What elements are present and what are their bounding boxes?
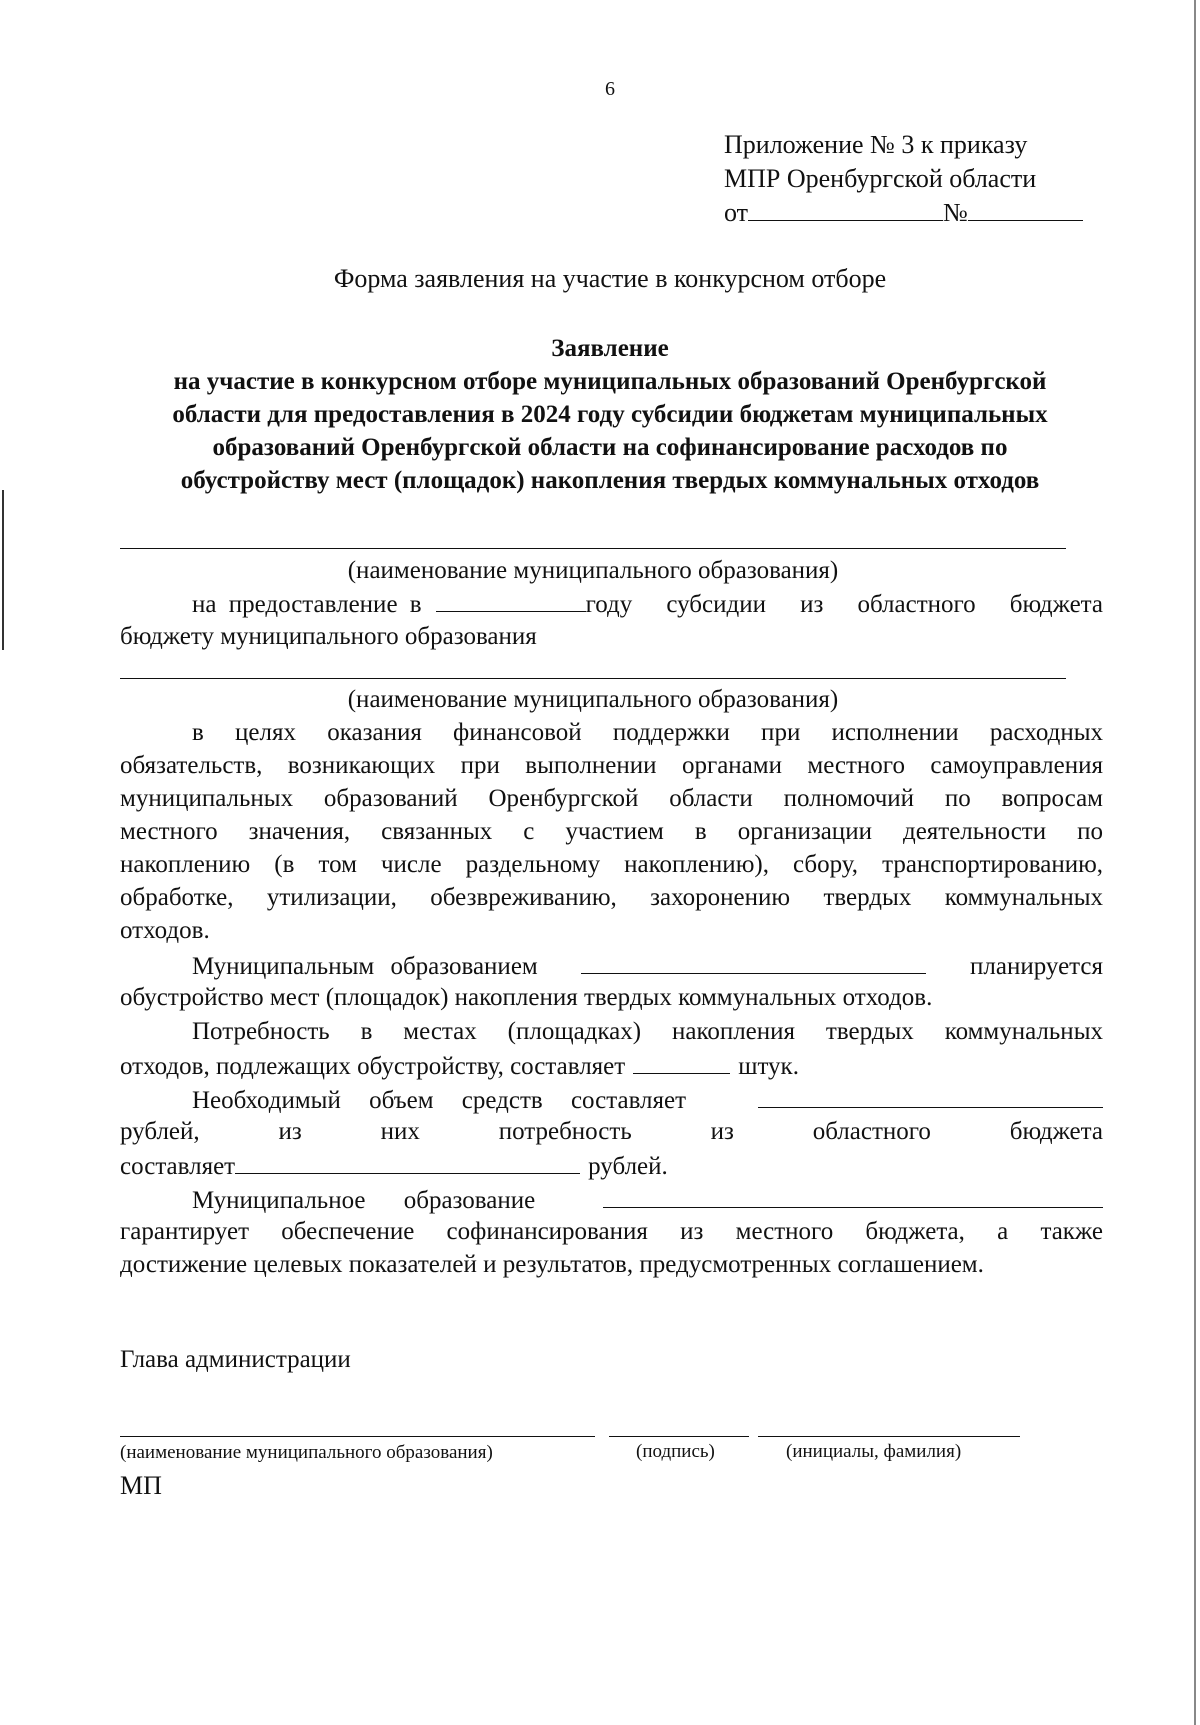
para3-line-1 <box>192 951 1103 981</box>
scan-edge-left <box>2 490 4 650</box>
para2-line-1: в целях оказания финансовой поддержки при исполнении расходных <box>192 719 1103 746</box>
para1-part-2: году субсидии из областного бюджета <box>585 591 1103 618</box>
para4-part-1: отходов, подлежащих обустройству, составляет <box>120 1053 626 1080</box>
para5-part-3: рублей. <box>588 1153 668 1180</box>
regional-amount-blank <box>235 1151 580 1174</box>
municipality-hint-1: (наименование муниципального образования) <box>347 557 839 584</box>
para2-line-2: обязательств, возникающих при выполнении органами местного самоуправления <box>120 752 1103 779</box>
signature-name-hint: (инициалы, фамилия) <box>786 1441 962 1462</box>
para6-line-2: гарантирует обеспечение софинансирования из местного бюджета, а также <box>120 1218 1103 1245</box>
number-label: № <box>943 198 968 227</box>
para5-line-1 <box>192 1085 1103 1115</box>
para1-line-1 <box>120 589 1103 619</box>
para2-line-3: муниципальных образований Оренбургской области полномочий по вопросам <box>120 785 1103 812</box>
para1-part-1: на предоставление в <box>192 591 422 618</box>
para4-part-2: штук. <box>738 1053 799 1080</box>
municipality-blank-4 <box>603 1185 1103 1208</box>
para5-word-4: потребность <box>498 1118 632 1145</box>
para5-word-1: рублей, <box>120 1118 200 1145</box>
para5-part-2: составляет <box>120 1153 236 1180</box>
para4-line-1: Потребность в местах (площадках) накопления твердых коммунальных <box>192 1018 1103 1045</box>
para5-word-6: областного <box>812 1118 931 1145</box>
page-number: 6 <box>605 78 615 100</box>
para6-line-1 <box>192 1185 1103 1215</box>
para5-line-3 <box>120 1151 1103 1181</box>
signature-line <box>609 1436 749 1437</box>
title-line-2: области для предоставления в 2024 году субсидии бюджетам муниципальных <box>172 401 1048 428</box>
title-line-4: обустройству мест (площадок) накопления твердых коммунальных отходов <box>180 467 1040 494</box>
para3-part-1: Муниципальным образованием <box>192 953 538 980</box>
appendix-date-number <box>724 196 1104 230</box>
para6-line-3: достижение целевых показателей и результатов, предусмотренных соглашением. <box>120 1251 984 1278</box>
para5-part-1: Необходимый объем средств составляет <box>192 1087 687 1114</box>
title-line-3: образований Оренбургской области на софинансирование расходов по <box>212 434 1008 461</box>
signature-name-line <box>758 1436 1020 1437</box>
para6-part-1: Муниципальное образование <box>192 1187 536 1214</box>
para4-line-2 <box>120 1051 1103 1081</box>
title-heading: Заявление <box>551 335 669 362</box>
signature-head: Глава администрации <box>120 1346 351 1373</box>
para2-line-6: обработке, утилизации, обезвреживанию, захоронению твердых коммунальных <box>120 884 1103 911</box>
para5-word-7: бюджета <box>1009 1118 1103 1145</box>
municipality-blank-2 <box>120 678 1066 679</box>
para2-line-7: отходов. <box>120 917 210 944</box>
appendix-line-1: Приложение № 3 к приказу <box>724 130 1028 159</box>
para3-line-2: обустройство мест (площадок) накопления твердых коммунальных отходов. <box>120 984 933 1011</box>
para3-part-2: планируется <box>970 953 1103 980</box>
date-blank <box>748 198 943 221</box>
para2-line-5: накоплению (в том числе раздельному накоплению), сбору, транспортированию, <box>120 851 1103 878</box>
year-blank <box>436 589 586 612</box>
seal-mark: МП <box>120 1471 162 1500</box>
para5-line-2 <box>120 1118 1103 1146</box>
signature-municipality-hint: (наименование муниципального образования) <box>120 1442 493 1463</box>
number-blank <box>968 198 1083 221</box>
from-label: от <box>724 198 749 227</box>
municipality-blank-1 <box>120 548 1066 549</box>
appendix-block <box>724 128 1104 230</box>
document-title <box>120 332 1100 497</box>
para1-line-2: бюджету муниципального образования <box>120 623 537 650</box>
municipality-hint-2: (наименование муниципального образования) <box>347 686 839 713</box>
total-amount-blank <box>758 1085 1103 1108</box>
municipality-blank-3 <box>581 951 926 974</box>
signature-municipality-line <box>120 1436 595 1437</box>
para2-line-4: местного значения, связанных с участием в организации деятельности по <box>120 818 1103 845</box>
count-blank <box>633 1051 730 1074</box>
signature-hint: (подпись) <box>636 1441 715 1462</box>
para5-word-2: из <box>278 1118 302 1145</box>
title-line-1: на участие в конкурсном отборе муниципальных образований Оренбургской <box>173 368 1047 395</box>
para5-word-3: них <box>380 1118 420 1145</box>
appendix-line-2: МПР Оренбургской области <box>724 164 1037 193</box>
scan-edge-right <box>1194 0 1196 1725</box>
para5-word-5: из <box>710 1118 734 1145</box>
form-caption: Форма заявления на участие в конкурсном отборе <box>333 264 887 293</box>
